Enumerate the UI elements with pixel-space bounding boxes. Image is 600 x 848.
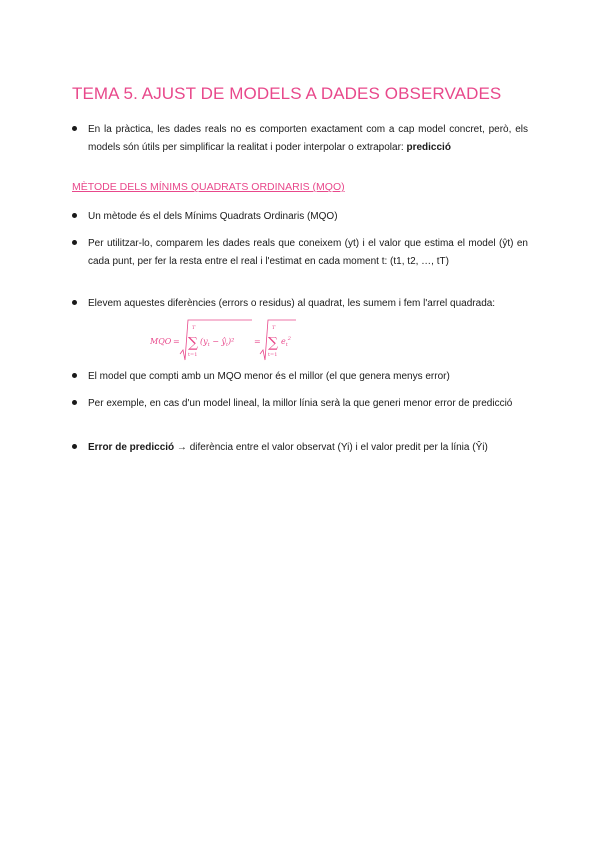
bullet-dot	[72, 400, 77, 405]
formula-term2: $e_t^2$	[281, 336, 291, 348]
sigma-symbol-2: ∑	[268, 335, 278, 351]
error-bold-label: Error de predicció	[88, 442, 175, 453]
list-item	[72, 439, 528, 457]
bullet-dot	[72, 373, 77, 378]
mqo-formula	[150, 318, 300, 362]
intro-bullet-text	[88, 121, 528, 157]
bullet-dot	[72, 126, 77, 131]
bullet-dot	[72, 240, 77, 245]
bullet-dot	[72, 213, 77, 218]
list-item	[72, 295, 528, 313]
list-item-text: Per utilitzar-lo, comparem les dades reals que coneixem (yt) i el valor que estima el model (ŷt) en cada punt, per fer la resta entre el real i l'estimat en cada moment t: (t1, t2, …, tT)	[88, 238, 528, 267]
sum-lower-limit: t=1	[188, 352, 198, 358]
formula-lhs: MQO	[150, 337, 172, 346]
sum-upper-limit-2: T	[272, 325, 276, 331]
list-item-text: El model que compti amb un MQO menor és el millor (el que genera menys error)	[88, 371, 450, 382]
sigma-symbol-1: ∑	[188, 335, 198, 351]
list-item	[72, 368, 528, 386]
list-item-text: Per exemple, en cas d'un model lineal, la millor línia serà la que generi menor error de predicció	[88, 398, 513, 409]
page-title: TEMA 5. AJUST DE MODELS A DADES OBSERVADES	[72, 84, 502, 103]
intro-text: En la pràctica, les dades reals no es comporten exactament com a cap model concret, però, els models són útils per simplificar la realitat i poder interpolar o extrapolar:	[88, 124, 528, 153]
list-item-text: Elevem aquestes diferències (errors o residus) al quadrat, les sumem i fem l'arrel quadrada:	[88, 298, 496, 309]
list-item	[72, 395, 528, 413]
formula-equals-2: =	[254, 337, 261, 346]
bullet-dot	[72, 300, 77, 305]
list-item	[72, 208, 528, 226]
sum-upper-limit: T	[192, 325, 196, 331]
formula-equals: =	[173, 337, 180, 346]
list-item	[72, 235, 528, 271]
list-item-text	[88, 439, 528, 457]
intro-bullet	[72, 121, 528, 157]
sum-lower-limit-2: t=1	[268, 352, 278, 358]
formula-term1: ($y_t$ − $ŷ_t)^2$	[200, 337, 235, 348]
error-definition: → diferència entre el valor observat (Yi) i el valor predit per la línia (Ŷi)	[174, 442, 488, 453]
section-heading: MÈTODE DELS MÍNIMS QUADRATS ORDINARIS (MQO)	[72, 181, 345, 193]
list-item-text: Un mètode és el dels Mínims Quadrats Ordinaris (MQO)	[88, 211, 338, 222]
bullet-dot	[72, 444, 77, 449]
intro-bold-word: predicció	[406, 142, 451, 153]
